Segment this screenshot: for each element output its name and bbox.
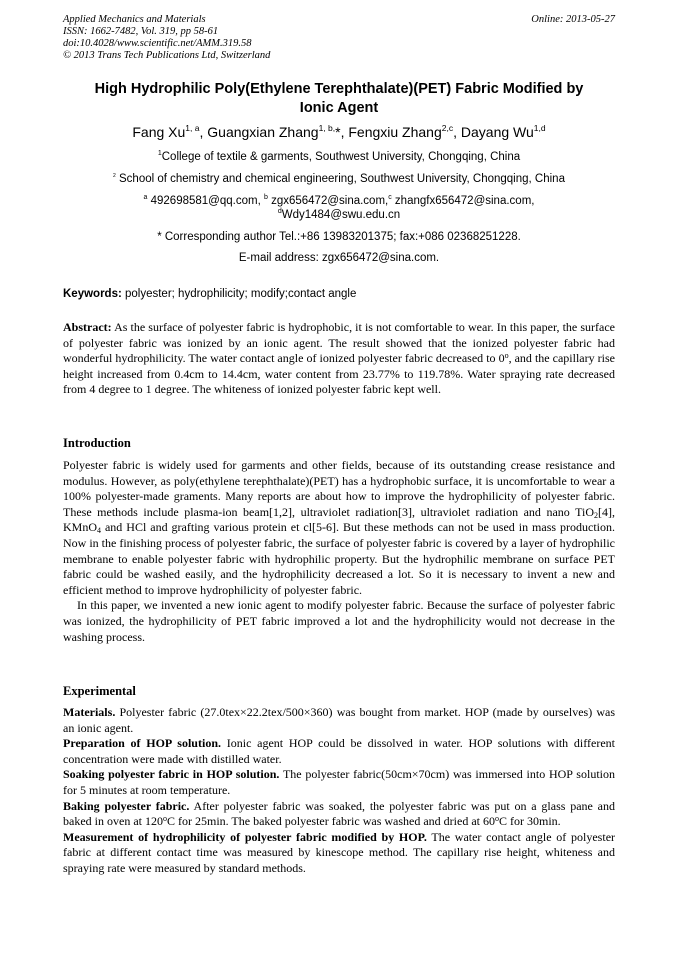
introduction-body [63, 458, 615, 645]
baking-paragraph [63, 799, 615, 830]
affiliation-1 [40, 150, 638, 164]
baking-degree-1: o [162, 814, 167, 824]
journal-header [63, 14, 615, 62]
preparation-label: Preparation of HOP solution. [63, 736, 221, 751]
email-b: zgx656472@sina.com, [267, 195, 389, 207]
email-block [90, 194, 588, 222]
measurement-paragraph [63, 830, 615, 877]
author-sep-3: , [453, 124, 461, 140]
baking-text-2: C for 25min. The baked polyester fabric was washed and dried at 60 [166, 814, 495, 829]
abstract-text-1: As the surface of polyester fabric is hydrophobic, it is not comfortable to wear. In this paper, the surface of polyester fabric was ionized by an ionic agent. The result showed that the ionized polyester fabric had wonderful hydrophilicity. The water contact angle of ionized polyester fabric decreased to 0 [63, 320, 615, 366]
copyright-line: © 2013 Trans Tech Publications Ltd, Switzerland [63, 50, 271, 61]
author-sep-1: , [199, 124, 208, 140]
abstract-label: Abstract: [63, 320, 112, 334]
measurement-label: Measurement of hydrophilicity of polyester fabric modified by HOP. [63, 829, 427, 844]
email-d-mark: d [277, 208, 282, 215]
intro-p1-text-a: Polyester fabric is widely used for garments and other fields, because of its outstanding crease resistance and modulus. However, as poly(ethylene terephthalate)(PET) has a hydrophobic surface, it is uncomfortable to wear a 100% polyester-made graments. Many reports are about how to improve the hydrophilicity of polyester fabric. These methods include plasma-ion beam[1,2], ultraviolet radiation[3], ultraviolet radiation and nano TiO [63, 458, 615, 519]
keywords-label: Keywords: [63, 288, 122, 300]
email-address: E-mail address: zgx656472@sina.com. [238, 252, 440, 264]
author-list [40, 123, 638, 141]
author-2: Guangxian Zhang [207, 124, 319, 140]
issn-line: ISSN: 1662-7482, Vol. 319, pp 58-61 [63, 26, 219, 37]
intro-p1-text-b: [4], KMnO [63, 504, 615, 535]
abstract [63, 320, 615, 398]
preparation-paragraph [63, 736, 615, 767]
author-2-affil: 1, b, [318, 123, 336, 133]
author-1: Fang Xu [132, 124, 186, 140]
preparation-text: Ionic agent HOP could be dissolved in water. HOP solutions with different concentration were made with distilled water. [63, 736, 615, 766]
author-4-affil: 1,d [533, 123, 546, 133]
experimental-body [63, 705, 615, 877]
soaking-label: Soaking polyester fabric in HOP solution. [63, 767, 280, 782]
journal-name: Applied Mechanics and Materials [63, 14, 206, 25]
affiliation-1-mark: 1 [157, 150, 162, 157]
affiliation-2 [40, 172, 638, 186]
online-date: Online: 2013-05-27 [531, 14, 615, 25]
baking-label: Baking polyester fabric. [63, 798, 190, 813]
email-c: zhangfx656472@sina.com, [391, 195, 535, 207]
author-sep-2: , [340, 124, 349, 140]
email-b-mark: b [263, 194, 268, 201]
affiliation-2-text: School of chemistry and chemical engineering, Southwest University, Chongqing, China [119, 173, 565, 185]
soaking-paragraph [63, 767, 615, 798]
corresponding-author: * Corresponding author Tel.:+86 13983201375; fax:+086 02368251228. [157, 231, 521, 243]
email-c-mark: c [388, 194, 392, 201]
email-a-mark: a [143, 194, 148, 201]
baking-text-3: C for 30min. [499, 814, 561, 829]
baking-degree-2: o [495, 814, 499, 824]
abstract-text-2: , and the capillary rise height increased from 0.4cm to 14.4cm, water content from 23.77% to 119.78%. Water spraying rate decreased from 4 degree to 1 degree. The whiteness of ionized polyester fabric kept well. [63, 351, 615, 397]
affiliation-2-mark: 2 [113, 173, 116, 179]
intro-p1-sub-2: 4 [97, 526, 102, 536]
baking-text-1: After polyester fabric was soaked, the polyester fabric was put on a glass pane and baked in oven at 120 [63, 798, 615, 829]
title-line-2: Ionic Agent [299, 100, 379, 116]
intro-p1-sub-1: 2 [594, 510, 598, 520]
introduction-heading: Introduction [63, 436, 131, 450]
introduction-paragraph-1 [63, 458, 615, 598]
author-3: Fengxiu Zhang [348, 124, 442, 140]
title-line-1: High Hydrophilic Poly(Ethylene Terephthalate)(PET) Fabric Modified by [94, 81, 584, 97]
materials-label: Materials. [63, 705, 116, 719]
affiliation-1-text: College of textile & garments, Southwest University, Chongqing, China [161, 151, 521, 163]
author-4: Dayang Wu [460, 124, 534, 140]
keywords-text: polyester; hydrophilicity; modify;contact angle [121, 288, 357, 300]
abstract-degree: o [504, 351, 509, 361]
materials-paragraph [63, 705, 615, 736]
paper-title [55, 80, 623, 118]
keywords [63, 287, 615, 301]
materials-text: Polyester fabric (27.0tex×22.2tex/500×360) was bought from market. HOP (made by ourselves) was an ionic agent. [63, 705, 615, 735]
author-1-affil: 1, a [185, 123, 200, 133]
intro-p1-text-c: and HCl and grafting various protein et cl[5-6]. But these methods can not be used in mass production. Now in the finishing process of polyester fabric, the surface of polyester fabric is covered by a layer of hydrophilic membrane to enable polyester fabric with hydrophilic property. But the hydrophilic membrane on surface PET fabric could be washed easily, and the hydrophilicity decreased a lot. So it is necessary to invent a new and efficient method to improve hydrophilicity of polyester fabric. [63, 520, 615, 597]
author-3-affil: 2,c [441, 123, 454, 133]
corresponding-star: * [335, 124, 341, 140]
email-a: 492698581@qq.com, [147, 195, 264, 207]
soaking-text: The polyester fabric(50cm×70cm) was immersed into HOP solution for 5 minutes at room temperature. [63, 767, 615, 797]
measurement-text: The water contact angle of polyester fabric at different contact time was measured by kinescope method. The capillary rise height, whiteness and spraying rate were measured by standard methods. [63, 829, 616, 875]
experimental-heading: Experimental [63, 684, 136, 698]
email-d: Wdy1484@swu.edu.cn [281, 209, 401, 221]
introduction-paragraph-2: In this paper, we invented a new ionic agent to modify polyester fabric. Because the surface of polyester fabric was ionized, the hydrophilicity of PET fabric improved a lot and the hydrophilicity would not decrease in the washing process. [63, 598, 615, 644]
doi-line: doi:10.4028/www.scientific.net/AMM.319.58 [63, 38, 252, 49]
